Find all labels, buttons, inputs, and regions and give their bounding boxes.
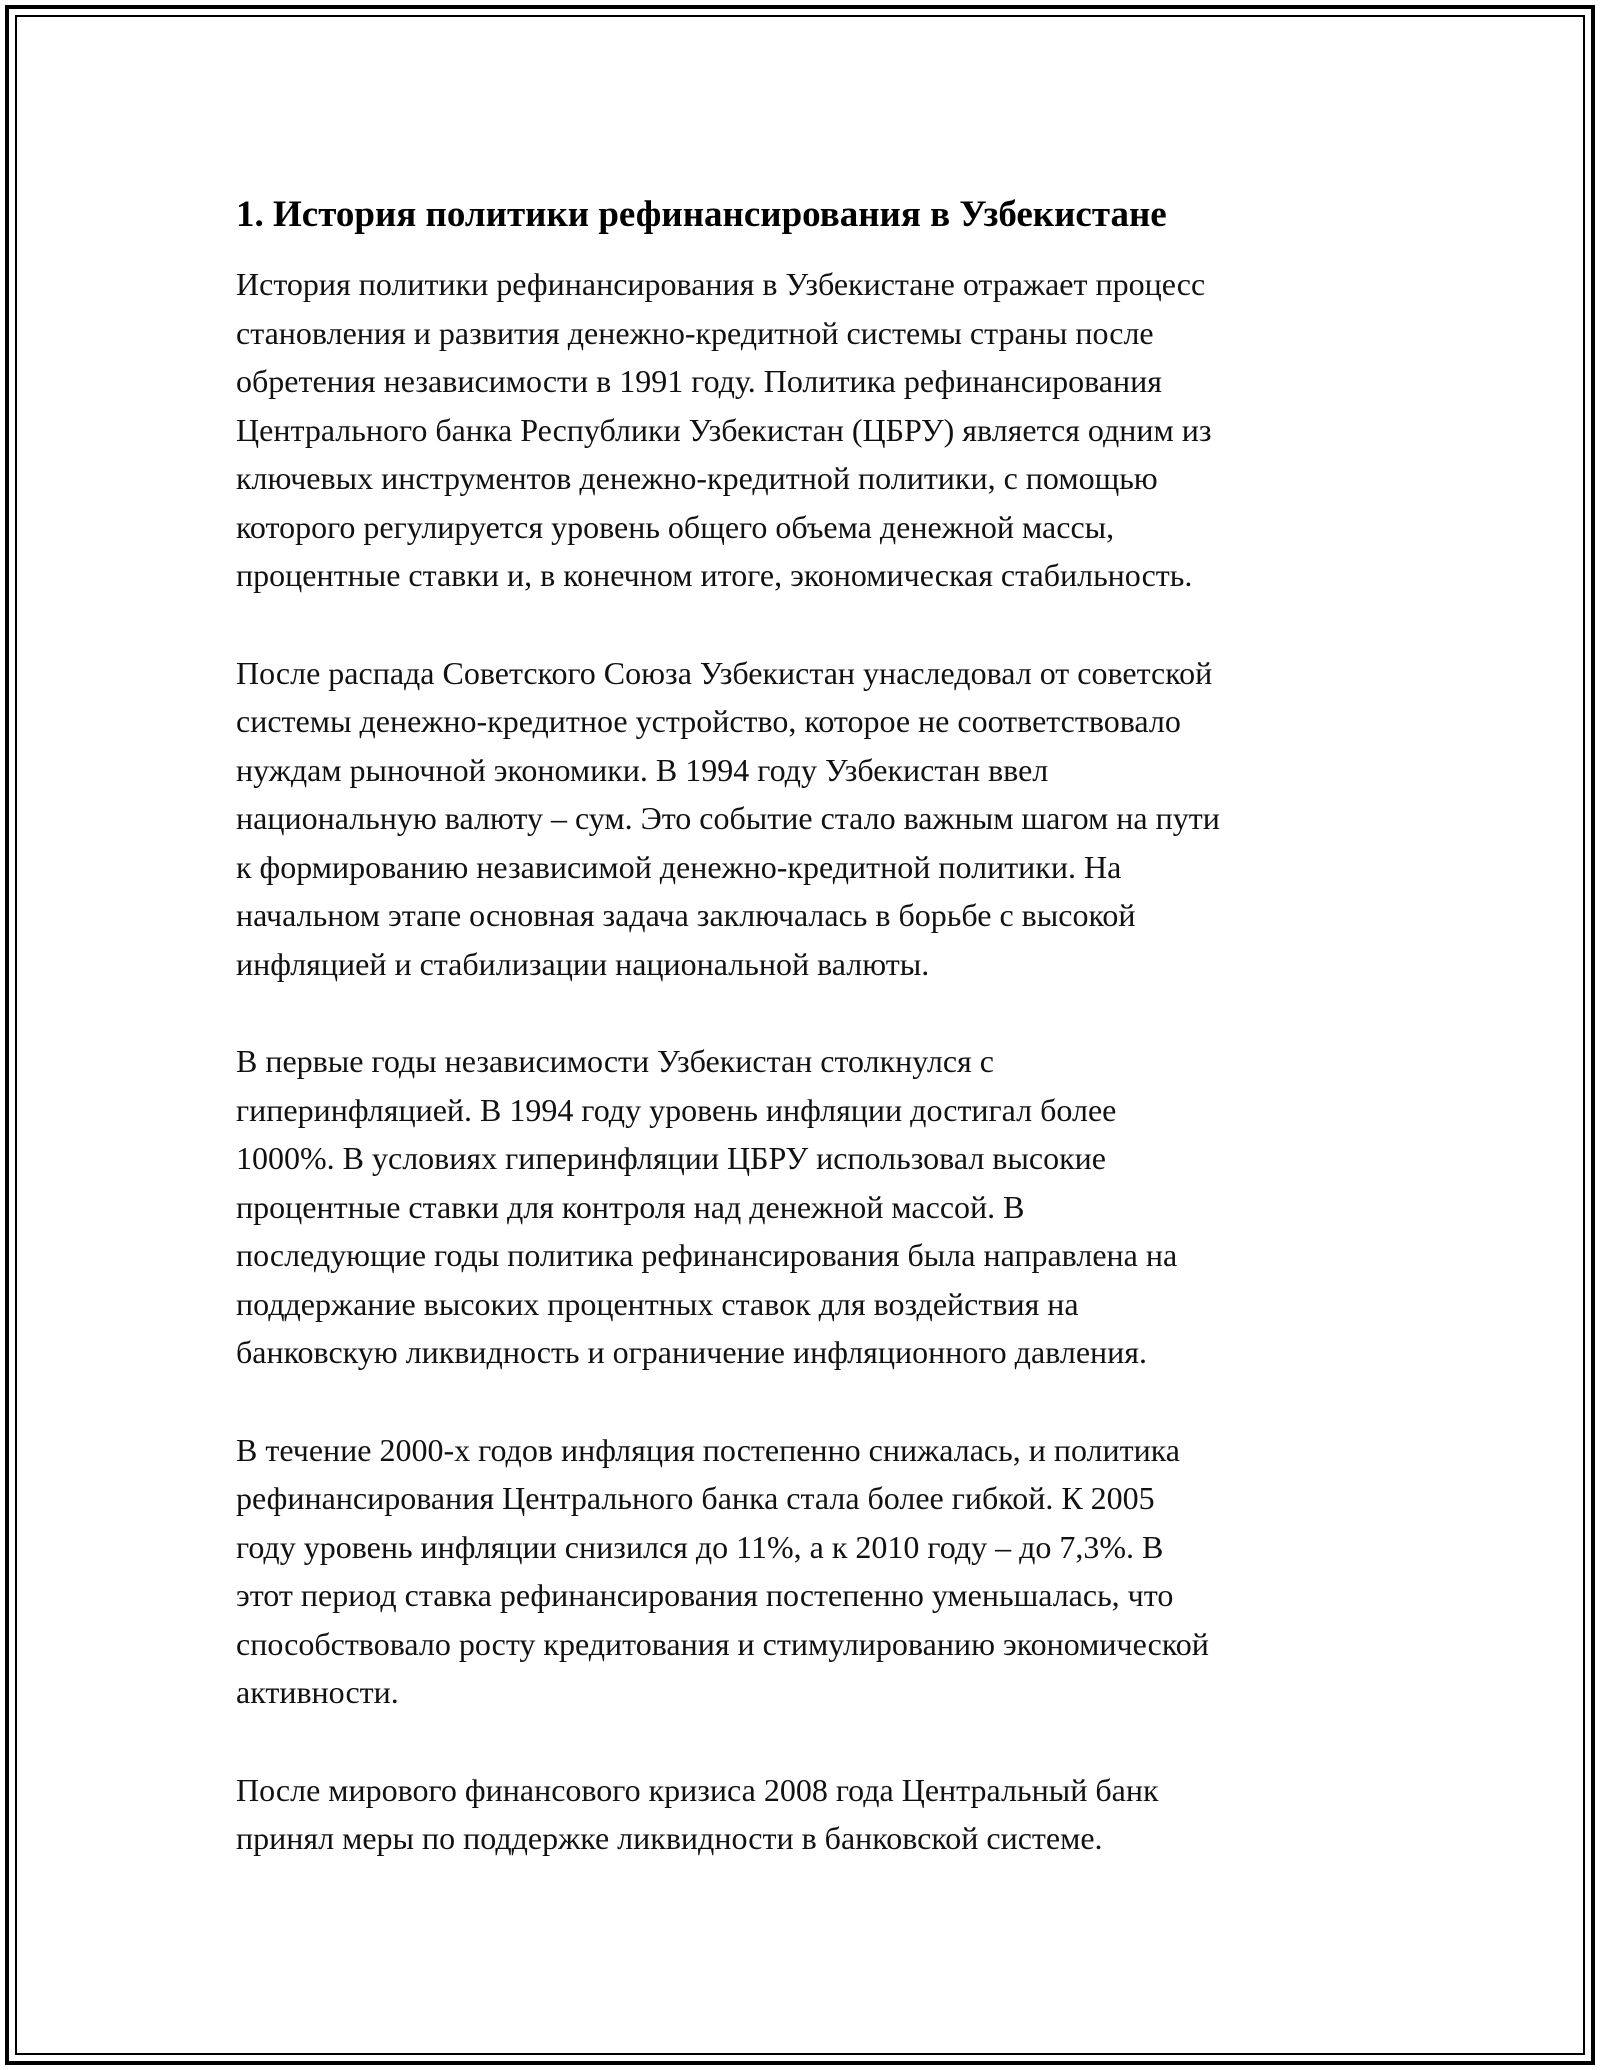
paragraph-line: История политики рефинансирования в Узбекистане отражает процесс <box>236 266 1206 302</box>
paragraph-1 <box>236 260 1376 600</box>
paragraph-line: национальную валюту – сум. Это событие стало важным шагом на пути <box>236 800 1220 836</box>
paragraph-line: рефинансирования Центрального банка стала более гибкой. К 2005 <box>236 1480 1155 1516</box>
paragraph-line: процентные ставки и, в конечном итоге, экономическая стабильность. <box>236 557 1193 593</box>
paragraph-line: ключевых инструментов денежно-кредитной политики, с помощью <box>236 460 1158 496</box>
paragraph-line: к формированию независимой денежно-кредитной политики. На <box>236 848 1122 885</box>
document-body <box>236 188 1376 1912</box>
paragraph-line: Центрального банка Республики Узбекистан (ЦБРУ) является одним из <box>236 411 1212 448</box>
paragraph-line: становления и развития денежно-кредитной системы страны после <box>236 314 1154 351</box>
paragraph-line: процентные ставки для контроля над денежной массой. В <box>236 1188 1025 1225</box>
paragraph-line: В течение 2000-х годов инфляция постепенно снижалась, и политика <box>236 1431 1180 1468</box>
paragraph-line: году уровень инфляции снизился до 11%, а к 2010 году – до 7,3%. В <box>236 1528 1164 1565</box>
paragraph-line: активности. <box>236 1674 399 1710</box>
paragraph-line: нуждам рыночной экономики. В 1994 году Узбекистан ввел <box>236 751 1049 788</box>
paragraph-line: последующие годы политика рефинансирования была направлена на <box>236 1237 1178 1273</box>
paragraph-line: 1000%. В условиях гиперинфляции ЦБРУ использовал высокие <box>236 1140 1106 1176</box>
paragraph-line: способствовало росту кредитования и стимулированию экономической <box>236 1625 1209 1662</box>
paragraph-line: системы денежно-кредитное устройство, которое не соответствовало <box>236 703 1181 739</box>
paragraph-2 <box>236 649 1376 989</box>
paragraph-5 <box>236 1766 1376 1863</box>
paragraph-line: этот период ставка рефинансирования постепенно уменьшалась, что <box>236 1577 1174 1613</box>
paragraph-line: поддержание высоких процентных ставок для воздействия на <box>236 1285 1079 1322</box>
section-heading: 1. История политики рефинансирования в Узбекистане <box>236 194 1167 235</box>
paragraph-line: гиперинфляцией. В 1994 году уровень инфляции достигал более <box>236 1091 1117 1128</box>
paragraph-line: банковскую ликвидность и ограничение инфляционного давления. <box>236 1334 1147 1370</box>
paragraph-line: После мирового финансового кризиса 2008 года Центральный банк <box>236 1771 1159 1808</box>
paragraph-line: В первые годы независимости Узбекистан столкнулся с <box>236 1043 994 1079</box>
paragraph-line: которого регулируется уровень общего объема денежной массы, <box>236 508 1115 545</box>
paragraph-line: принял меры по поддержке ликвидности в банковской системе. <box>236 1820 1103 1856</box>
paragraph-line: После распада Советского Союза Узбекистан унаследовал от советской <box>236 654 1213 691</box>
paragraph-line: обретения независимости в 1991 году. Политика рефинансирования <box>236 363 1162 399</box>
paragraph-line: начальном этапе основная задача заключалась в борьбе с высокой <box>236 897 1136 933</box>
paragraph-4 <box>236 1426 1376 1717</box>
paragraph-line: инфляцией и стабилизации национальной валюты. <box>236 945 930 982</box>
paragraph-3 <box>236 1037 1376 1377</box>
